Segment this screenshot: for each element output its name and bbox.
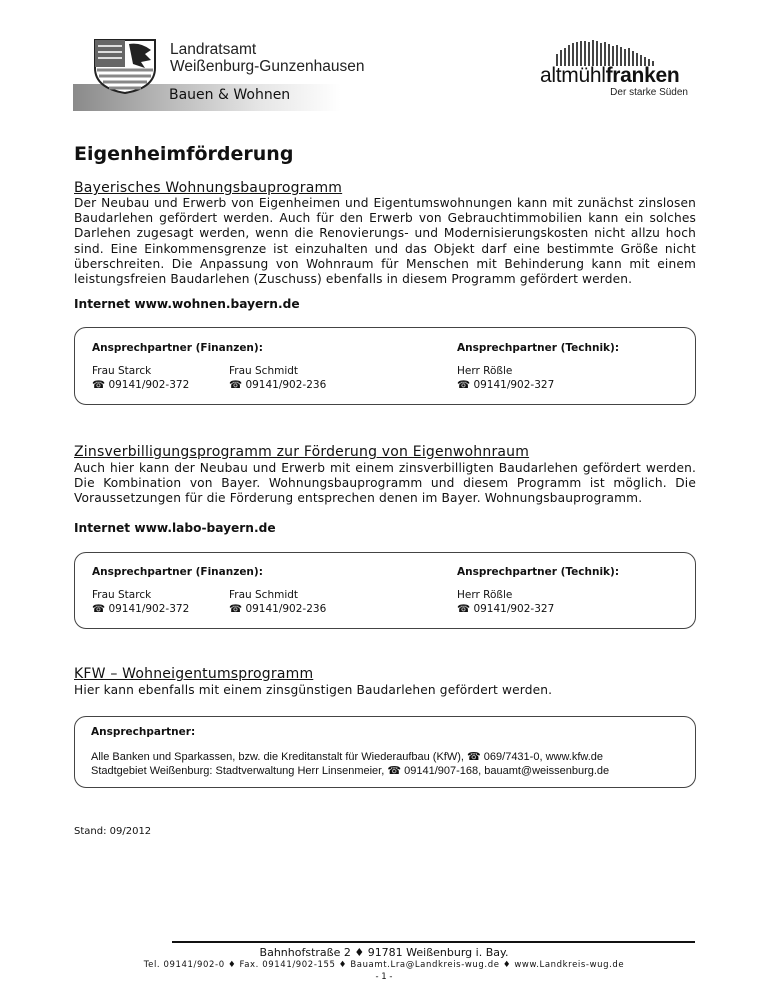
brand-tagline: Der starke Süden [610,87,688,98]
letterhead [0,0,768,120]
contact-person [229,364,326,392]
brand-wordmark [540,64,679,88]
contact-heading: Ansprechpartner: [91,726,196,738]
contact-box-2 [74,552,696,629]
section-text-zinsverbilligung: Auch hier kann der Neubau und Erwerb mit einem zinsverbilligten Baudarlehen gefördert werden. Die Kombination von Bayer. Wohnungsbauprogramm und diesem Programm ist möglich. Die Voraussetzungen für die Förderung entsprechen denen im Bayer. Wohnungsbauprogramm. [74,461,696,506]
stand-date: Stand: 09/2012 [74,826,152,837]
footer-contact: Tel. 09141/902-0 ♦ Fax. 09141/902-155 ♦ Bauamt.Lra@Landkreis-wug.de ♦ www.Landkreis-wug.de [143,960,625,970]
altmuehlfranken-logo-icon [550,40,680,66]
authority-name [170,41,364,75]
contact-name: Frau Schmidt [229,589,299,601]
contact-person [229,588,326,616]
contact-phone [229,378,326,392]
contact-name: Frau Schmidt [229,365,299,377]
contact-line-text: Alle Banken und Sparkassen, bzw. die Kreditanstalt für Wiederaufbau (KfW), [91,751,468,763]
contact-person [92,364,189,392]
contact-person [92,588,189,616]
contact-phone [229,602,326,616]
section-text-wohnungsbauprogramm: Der Neubau und Erwerb von Eigenheimen und Eigentumswohnungen kann mit zunächst zinslosen Baudarlehen gefördert werden. Auch für den Erwerb von Gebrauchtimmobilien kann ein solches Darlehen zugesagt werden, wenn die Renovierungs- und Modernisierungskosten nicht allzu hoch sind. Eine Einkommensgrenze ist einzuhalten und das Objekt darf eine bestimmte Größe nicht überschreiten. Die Anpassung von Wohnraum für Menschen mit Behinderung kann mit einem leistungsfreien Baudarlehen (Zuschuss) ebenfalls in diesem Programm gefördert werden. [74,196,696,287]
phone-icon: ☎ [92,603,106,615]
phone-number: 09141/902-236 [245,379,327,391]
phone-icon: ☎ [387,764,402,777]
section-title-wohnungsbauprogramm: Bayerisches Wohnungsbauprogramm [74,180,343,196]
contact-line-text: Stadtgebiet Weißenburg: Stadtverwaltung Herr Linsenmeier, [91,765,388,777]
contact-person [457,364,554,392]
contact-person [457,588,554,616]
contact-line-text: 069/7431-0, www.kfw.de [480,751,604,763]
phone-icon: ☎ [457,379,471,391]
contact-line-text: 09141/907-168, bauamt@weissenburg.de [401,765,610,777]
contact-phone [457,378,554,392]
brand-bold: franken [605,64,680,87]
phone-icon: ☎ [229,379,243,391]
page-number: - 1 - [375,972,393,982]
coat-of-arms-icon [93,38,157,94]
contact-name: Frau Starck [92,589,152,601]
authority-line-2: Weißenburg-Gunzenhausen [170,58,365,75]
phone-icon: ☎ [457,603,471,615]
section-title-zinsverbilligung: Zinsverbilligungsprogramm zur Förderung von Eigenwohnraum [74,444,530,460]
brand-prefix: altmühl [540,64,606,87]
contact-heading-finance: Ansprechpartner (Finanzen): [92,566,263,578]
contact-box-3 [74,716,696,788]
contact-line-weissenburg [91,764,609,777]
footer-address: Bahnhofstraße 2 ♦ 91781 Weißenburg i. Bay. [259,946,509,959]
contact-name: Herr Rößle [457,589,513,601]
page-title: Eigenheimförderung [74,143,294,165]
section-text-kfw: Hier kann ebenfalls mit einem zinsgünstigen Baudarlehen gefördert werden. [74,683,553,697]
contact-phone [457,602,554,616]
contact-heading-finance: Ansprechpartner (Finanzen): [92,342,263,354]
phone-number: 09141/902-372 [108,603,190,615]
contact-name: Frau Starck [92,365,152,377]
contact-line-kfw [91,750,603,763]
contact-box-1 [74,327,696,405]
phone-icon: ☎ [229,603,243,615]
section-title-kfw: KFW – Wohneigentumsprogramm [74,666,314,682]
internet-link-labo[interactable]: Internet www.labo-bayern.de [74,521,276,535]
footer-divider [172,941,695,943]
authority-line-1: Landratsamt [170,41,257,58]
contact-heading-technik: Ansprechpartner (Technik): [457,566,620,578]
phone-number: 09141/902-236 [245,603,327,615]
phone-number: 09141/902-372 [108,379,190,391]
phone-number: 09141/902-327 [473,603,555,615]
internet-link-wohnen[interactable]: Internet www.wohnen.bayern.de [74,297,300,311]
contact-name: Herr Rößle [457,365,513,377]
contact-phone [92,602,189,616]
department-label: Bauen & Wohnen [169,87,291,103]
phone-icon: ☎ [467,750,481,763]
phone-number: 09141/902-327 [473,379,555,391]
brand-logo [540,40,690,98]
contact-heading-technik: Ansprechpartner (Technik): [457,342,620,354]
contact-phone [92,378,189,392]
phone-icon: ☎ [92,379,106,391]
